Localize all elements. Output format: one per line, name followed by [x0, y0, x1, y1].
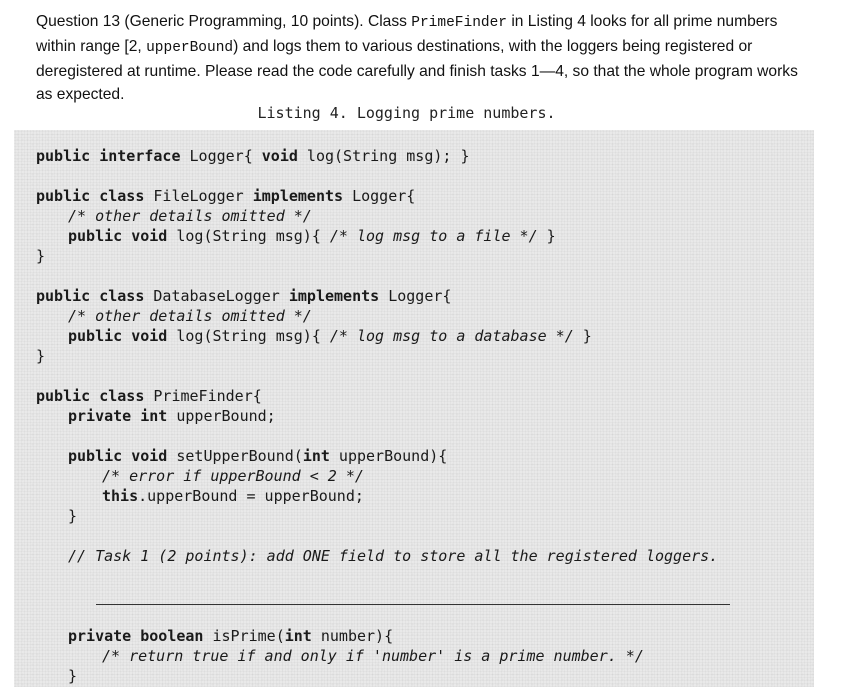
- code-comment: /* error if upperBound < 2 */: [102, 467, 364, 485]
- code-line: public void setUpperBound(int upperBound){: [68, 447, 448, 465]
- code-line: }: [36, 347, 46, 365]
- code-line: public class DatabaseLogger implements Logger{: [36, 287, 452, 305]
- code-line: public interface Logger{ void log(String msg); }: [36, 147, 470, 165]
- question-segment: Question 13 (Generic Programming, 10 points). Class: [36, 13, 412, 30]
- question-segment: ) and logs them to various destinations, with the loggers being registered or deregistered at runtime. Please read the code carefully and finish tasks 1—4, so that the whole program works as expected.: [36, 38, 798, 103]
- code-line: private boolean isPrime(int number){: [68, 627, 394, 645]
- code-comment: /* other details omitted */: [68, 307, 312, 325]
- code-line: }: [68, 507, 78, 525]
- code-line: public class FileLogger implements Logger{: [36, 187, 416, 205]
- code-comment: /* return true if and only if 'number' is a prime number. */: [102, 647, 644, 665]
- code-line: private int upperBound;: [68, 407, 276, 425]
- question-segment: in Listing 4 looks for all prime numbers within range [2,: [36, 13, 778, 55]
- code-line: this.upperBound = upperBound;: [102, 487, 364, 505]
- code-line: }: [36, 247, 46, 265]
- task-1-comment: // Task 1 (2 points): add ONE field to store all the registered loggers.: [68, 547, 719, 565]
- code-comment: /* other details omitted */: [68, 207, 312, 225]
- listing-caption: Listing 4. Logging prime numbers.: [257, 104, 556, 122]
- question-text: [36, 10, 806, 106]
- class-name-code: PrimeFinder: [411, 15, 507, 31]
- task-1-answer-blank[interactable]: [96, 604, 730, 605]
- code-line: }: [68, 667, 78, 685]
- code-line: public void log(String msg){ /* log msg to a file */ }: [68, 227, 556, 245]
- upper-bound-code: upperBound: [146, 40, 234, 56]
- code-line: public class PrimeFinder{: [36, 387, 262, 405]
- code-line: public void log(String msg){ /* log msg to a database */ }: [68, 327, 592, 345]
